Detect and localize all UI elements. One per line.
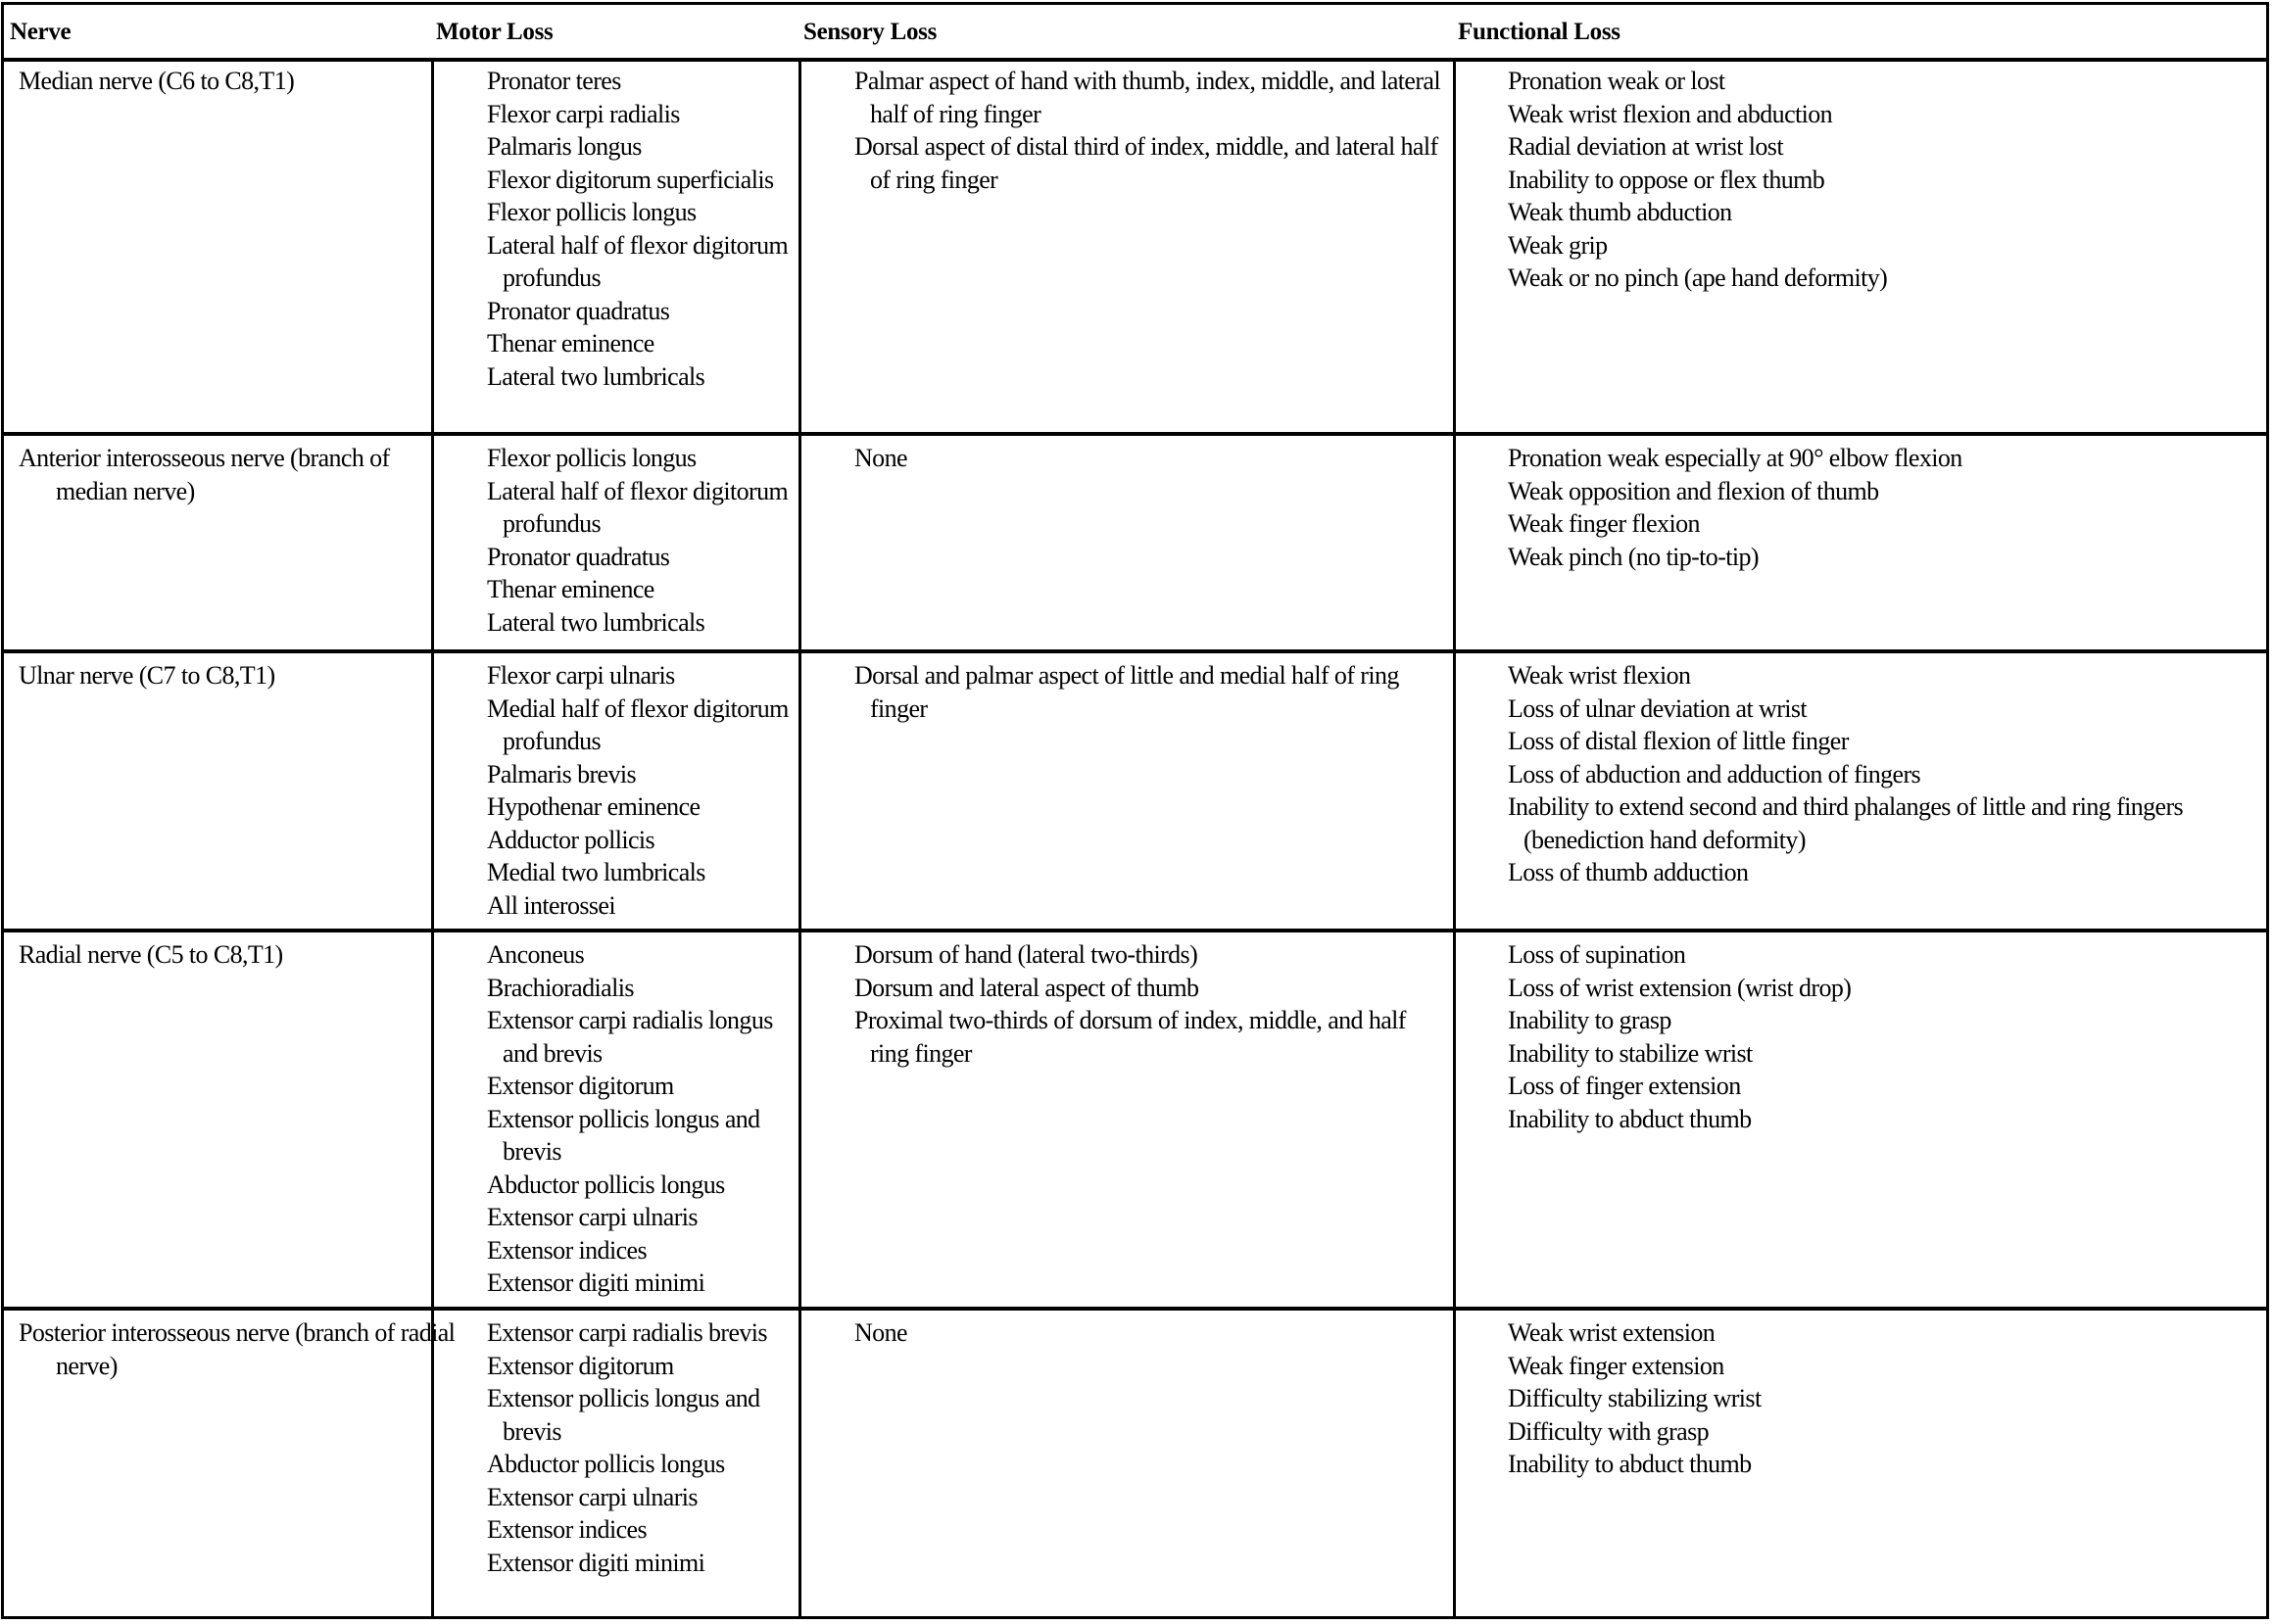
motor-loss-item: Extensor indices — [487, 1515, 647, 1544]
functional-loss-item: Radial deviation at wrist lost — [1508, 132, 1783, 161]
motor-loss-item: Palmaris brevis — [487, 759, 637, 788]
motor-loss-item: Extensor carpi radialis longus and brevis — [487, 1006, 773, 1068]
table-header — [4, 5, 2266, 62]
functional-loss-item: Difficulty stabilizing wrist — [1508, 1384, 1762, 1412]
nerve-loss-table — [1, 2, 2269, 1619]
motor-loss-item: Flexor pollicis longus — [487, 198, 697, 226]
sensory-loss-item: Dorsum and lateral aspect of thumb — [854, 973, 1199, 1002]
sensory-loss-item: Palmar aspect of hand with thumb, index, middle, and lateral half of ring finger — [854, 67, 1440, 128]
functional-loss-item: Inability to grasp — [1508, 1006, 1671, 1034]
column-divider — [1453, 653, 1456, 929]
column-divider — [1453, 932, 1456, 1307]
motor-loss-item: Flexor digitorum superficialis — [487, 165, 774, 194]
motor-loss-item: Extensor carpi ulnaris — [487, 1482, 698, 1511]
functional-loss-cell — [1508, 1316, 2262, 1481]
sensory-loss-item: None — [854, 1318, 907, 1347]
functional-loss-item: Weak wrist flexion and abduction — [1508, 99, 1833, 128]
sensory-loss-item: Dorsal and palmar aspect of little and medial half of ring finger — [854, 661, 1399, 723]
functional-loss-item: Loss of wrist extension (wrist drop) — [1508, 973, 1852, 1002]
functional-loss-item: Loss of finger extension — [1508, 1072, 1741, 1100]
functional-loss-item: Weak or no pinch (ape hand deformity) — [1508, 263, 1888, 292]
header-motor-loss: Motor Loss — [436, 19, 554, 45]
nerve-name: Ulnar nerve (C7 to C8,T1) — [19, 661, 275, 690]
functional-loss-item: Pronation weak especially at 90° elbow flexion — [1508, 444, 1962, 472]
motor-loss-item: Flexor pollicis longus — [487, 444, 697, 472]
motor-loss-item: Abductor pollicis longus — [487, 1170, 725, 1199]
functional-loss-item: Weak opposition and flexion of thumb — [1508, 476, 1879, 505]
functional-loss-item: Inability to abduct thumb — [1508, 1450, 1752, 1478]
sensory-loss-item: Dorsum of hand (lateral two-thirds) — [854, 940, 1198, 969]
motor-loss-item: Lateral half of flexor digitorum profundus — [487, 230, 789, 292]
motor-loss-item: Lateral two lumbricals — [487, 361, 705, 391]
motor-loss-item: Flexor carpi radialis — [487, 99, 680, 128]
functional-loss-item: Weak thumb abduction — [1508, 198, 1732, 226]
motor-loss-item: Adductor pollicis — [487, 825, 655, 854]
motor-loss-item: Thenar eminence — [487, 575, 654, 603]
motor-loss-item: All interossei — [487, 890, 615, 920]
sensory-loss-item: Proximal two-thirds of dorsum of index, middle, and half ring finger — [854, 1006, 1406, 1068]
functional-loss-item: Weak pinch (no tip-to-tip) — [1508, 542, 1759, 571]
motor-loss-item: Brachioradialis — [487, 973, 634, 1002]
motor-loss-item: Abductor pollicis longus — [487, 1450, 725, 1478]
motor-loss-item: Extensor digiti minimi — [487, 1268, 705, 1297]
functional-loss-item: Loss of thumb adduction — [1508, 858, 1749, 886]
table-row — [4, 59, 2266, 436]
sensory-loss-item: None — [854, 444, 907, 472]
motor-loss-item: Hypothenar eminence — [487, 792, 701, 821]
functional-loss-item: Weak grip — [1508, 230, 1608, 260]
functional-loss-item: Pronation weak or lost — [1508, 67, 1725, 95]
motor-loss-item: Flexor carpi ulnaris — [487, 661, 675, 690]
motor-loss-item: Extensor pollicis longus and brevis — [487, 1384, 760, 1446]
table-row — [4, 436, 2266, 653]
motor-loss-item: Pronator teres — [487, 67, 621, 95]
functional-loss-item: Weak finger flexion — [1508, 509, 1700, 538]
motor-loss-item: Extensor digitorum — [487, 1072, 674, 1100]
column-divider — [431, 653, 434, 929]
table-row — [4, 653, 2266, 932]
nerve-name: Median nerve (C6 to C8,T1) — [19, 67, 295, 95]
functional-loss-item: Weak wrist flexion — [1508, 661, 1691, 690]
motor-loss-item: Anconeus — [487, 940, 585, 969]
sensory-loss-item: Dorsal aspect of distal third of index, middle, and lateral half of ring finger — [854, 132, 1438, 194]
motor-loss-item: Pronator quadratus — [487, 542, 670, 571]
motor-loss-item: Extensor carpi ulnaris — [487, 1203, 698, 1231]
motor-loss-cell — [487, 65, 802, 393]
motor-loss-item: Thenar eminence — [487, 329, 654, 358]
column-divider — [431, 59, 434, 432]
functional-loss-item: Inability to extend second and third phalanges of little and ring fingers (benediction hand deformity) — [1508, 792, 2184, 854]
functional-loss-item: Inability to stabilize wrist — [1508, 1038, 1753, 1068]
sensory-loss-cell — [854, 1316, 1447, 1350]
functional-loss-item: Weak finger extension — [1508, 1351, 1724, 1380]
motor-loss-cell — [487, 659, 802, 922]
functional-loss-cell — [1508, 442, 2262, 573]
header-functional-loss: Functional Loss — [1458, 19, 1620, 45]
functional-loss-item: Loss of distal flexion of little finger — [1508, 727, 1849, 755]
sensory-loss-cell — [854, 442, 1447, 475]
motor-loss-item: Extensor pollicis longus and brevis — [487, 1104, 760, 1166]
sensory-loss-cell — [854, 659, 1447, 725]
motor-loss-cell — [487, 938, 802, 1300]
functional-loss-item: Inability to abduct thumb — [1508, 1104, 1752, 1133]
table-row — [4, 1311, 2266, 1616]
functional-loss-cell — [1508, 65, 2262, 295]
column-divider — [1453, 59, 1456, 432]
functional-loss-cell — [1508, 938, 2262, 1135]
motor-loss-item: Extensor indices — [487, 1235, 647, 1265]
functional-loss-item: Weak wrist extension — [1508, 1318, 1716, 1347]
column-divider — [1453, 436, 1456, 649]
functional-loss-item: Loss of ulnar deviation at wrist — [1508, 693, 1808, 723]
column-divider — [1453, 1311, 1456, 1616]
motor-loss-item: Medial half of flexor digitorum profundus — [487, 693, 789, 755]
motor-loss-item: Extensor digitorum — [487, 1351, 674, 1380]
nerve-name: Anterior interosseous nerve (branch of median nerve) — [19, 444, 390, 505]
sensory-loss-cell — [854, 938, 1447, 1070]
motor-loss-item: Lateral two lumbricals — [487, 607, 705, 637]
functional-loss-cell — [1508, 659, 2262, 889]
functional-loss-item: Loss of supination — [1508, 940, 1686, 969]
motor-loss-item: Extensor digiti minimi — [487, 1548, 705, 1577]
functional-loss-item: Difficulty with grasp — [1508, 1416, 1709, 1446]
table-row — [4, 932, 2266, 1311]
nerve-name: Radial nerve (C5 to C8,T1) — [19, 940, 283, 969]
header-nerve: Nerve — [10, 19, 72, 45]
motor-loss-item: Pronator quadratus — [487, 296, 670, 325]
motor-loss-item: Lateral half of flexor digitorum profundus — [487, 476, 789, 538]
motor-loss-item: Medial two lumbricals — [487, 858, 705, 886]
functional-loss-item: Inability to oppose or flex thumb — [1508, 165, 1825, 194]
nerve-name: Posterior interosseous nerve (branch of radial nerve) — [19, 1318, 456, 1380]
motor-loss-cell — [487, 442, 802, 639]
motor-loss-item: Palmaris longus — [487, 132, 642, 161]
functional-loss-item: Loss of abduction and adduction of fingers — [1508, 759, 1921, 788]
motor-loss-item: Extensor carpi radialis brevis — [487, 1318, 767, 1347]
column-divider — [431, 932, 434, 1307]
sensory-loss-cell — [854, 65, 1447, 196]
motor-loss-cell — [487, 1316, 802, 1579]
header-sensory-loss: Sensory Loss — [803, 19, 938, 45]
